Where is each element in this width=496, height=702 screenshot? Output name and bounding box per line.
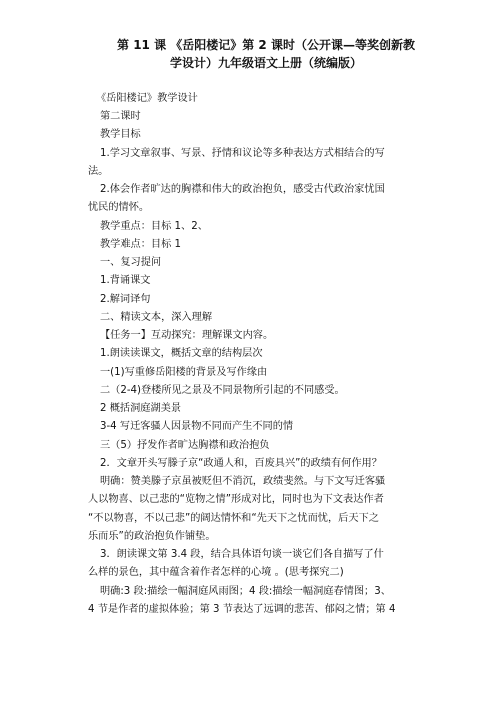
text-line-answer: 明确：赞美滕子京虽被贬但不消沉，政绩斐然。与下文写迁客骚 (100, 476, 386, 487)
text-line: 1.学习文章叙事、写景、抒情和议论等多种表达方式相结合的写 (100, 148, 385, 159)
text-line: 么样的景色，其中蕴含着作者怎样的心境 。(思考探究二) (88, 567, 344, 578)
text-line: 人以物喜、以己悲的“览物之情”形成对比，同时也为下文表达作者 (88, 494, 384, 505)
text-line: 1.朗读读课文，概括文章的结构层次 (100, 348, 263, 359)
text-line-subtitle: 《岳阳楼记》教学设计 (96, 93, 198, 104)
text-line: 忧民的情怀。 (88, 202, 150, 213)
title-line-2: 学设计）九年级语文上册（统编版） (169, 56, 362, 70)
text-line: 教学重点：目标 1、2、 (100, 221, 208, 232)
text-line: 教学难点：目标 1 (100, 239, 182, 250)
text-line: 三（5）抒发作者旷达胸襟和政治抱负 (100, 440, 270, 451)
text-line-question: 3．朗读课文第 3.4 段，结合具体语句谈一谈它们各自描写了什 (100, 549, 384, 560)
text-line: 二（2-4)登楼所见之景及不同景物所引起的不同感受。 (100, 385, 345, 396)
text-line: 一(1)写重修岳阳楼的背景及写作缘由 (100, 367, 268, 378)
text-line-lesson: 第二课时 (100, 111, 141, 122)
text-line: 4 节是作者的虚拟体验；第 3 节表达了远调的悲苦、郁闷之情；第 4 (88, 604, 396, 615)
title-line-1: 第 11 课 《岳阳楼记》第 2 课时（公开课—等奖创新教 (117, 38, 415, 52)
text-line: 2.解词译句 (100, 294, 151, 305)
text-line-task-heading: 【任务一】互动探究：理解课文内容。 (100, 330, 274, 341)
text-line-section-heading: 二、精读文本，深入理解 (100, 312, 213, 323)
text-line: 2 概括洞庭湖美景 (100, 403, 182, 414)
text-line-objectives-heading: 教学目标 (100, 129, 141, 140)
text-line-question: 2．文章开头写滕子京“政通人和，百废具兴”的政绩有何作用？ (100, 458, 382, 469)
text-line-answer: 明确:3 段:描绘一幅洞庭风雨图；4 段:描绘一幅洞庭春情图；3、 (100, 586, 391, 597)
text-line: 2.体会作者旷达的胸襟和伟大的政治抱负，感受古代政治家忧国 (100, 184, 385, 195)
text-line: 3-4 写迁客骚人因景物不同而产生不同的情 (100, 421, 294, 432)
document-title (96, 36, 436, 72)
text-line: 法。 (88, 166, 109, 177)
text-line: 1.背诵课文 (100, 275, 151, 286)
text-line-section-heading: 一、复习提问 (100, 257, 162, 268)
text-line: “不以物喜，不以己悲”的阔达情怀和“先天下之忧而忧，后天下之 (88, 513, 379, 524)
text-line: 乐而乐”的政治抱负作铺垫。 (88, 531, 216, 542)
